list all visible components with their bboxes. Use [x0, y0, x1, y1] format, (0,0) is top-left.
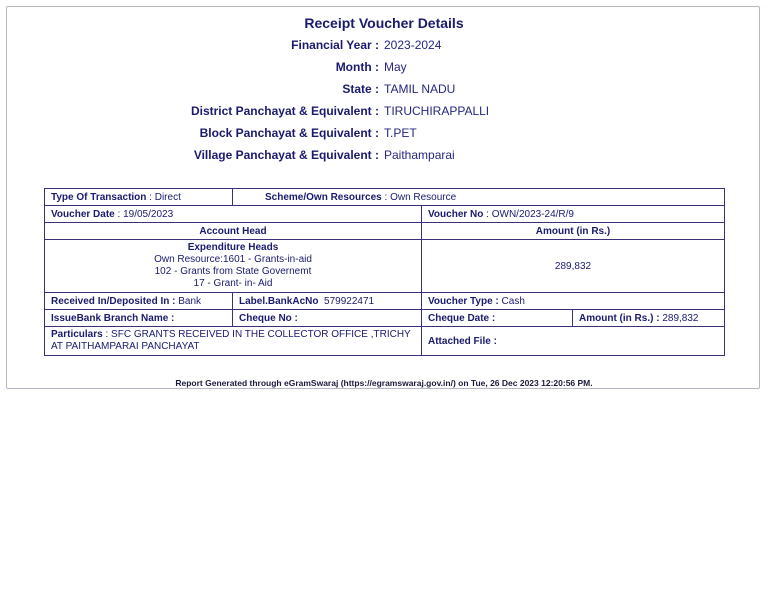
table-row — [45, 240, 725, 293]
table-row — [45, 327, 725, 356]
month-value: May — [384, 60, 407, 74]
table-row — [45, 223, 725, 240]
village-label: Village Panchayat & Equivalent : — [193, 148, 379, 162]
scheme-value: Own Resource — [390, 191, 457, 203]
attached-file-cell — [422, 327, 725, 356]
village-value: Paithamparai — [384, 148, 455, 162]
page-title: Receipt Voucher Details — [304, 15, 464, 31]
month-label: Month : — [335, 60, 379, 74]
account-head-header: Account Head — [45, 223, 422, 240]
expenditure-head-line: 102 - Grants from State Governemt — [154, 266, 312, 277]
scheme-cell: Scheme/Own Resources : Own Resource — [233, 189, 725, 206]
expenditure-head-line: 17 - Grant- in- Aid — [193, 278, 273, 289]
meta-row-district — [0, 104, 768, 120]
received-in-label: Received In/Deposited In : — [51, 295, 176, 307]
table-row — [45, 293, 725, 310]
expenditure-head-line: Own Resource:1601 - Grants-in-aid — [154, 254, 312, 265]
amount2-label: Amount (in Rs.) : — [579, 312, 660, 324]
block-value: T.PET — [384, 126, 417, 140]
meta-row-state — [0, 82, 768, 98]
state-label: State : — [342, 82, 379, 96]
particulars-label: Particulars — [51, 329, 103, 340]
voucher-date-cell: Voucher Date : 19/05/2023 — [45, 206, 422, 223]
voucher-type-value: Cash — [501, 295, 525, 307]
voucher-no-cell: Voucher No : OWN/2023-24/R/9 — [422, 206, 725, 223]
amount-value-cell: 289,832 — [422, 240, 725, 293]
state-value: TAMIL NADU — [384, 82, 456, 96]
amount2-value: 289,832 — [662, 312, 699, 324]
voucher-no-label: Voucher No — [428, 208, 484, 220]
bank-acno-value: 579922471 — [324, 295, 375, 307]
scheme-label: Scheme/Own Resources — [265, 191, 382, 203]
cheque-date-cell — [422, 310, 573, 327]
district-value: TIRUCHIRAPPALLI — [384, 104, 490, 118]
report-footer: Report Generated through eGramSwaraj (https://egramswaraj.gov.in/) on Tue, 26 Dec 2023 12:20:56 PM. — [175, 378, 593, 388]
transaction-type-label: Type Of Transaction — [51, 191, 147, 203]
amount2-cell — [573, 310, 725, 327]
issue-bank-cell — [45, 310, 233, 327]
bank-acno-cell — [233, 293, 422, 310]
issue-bank-label: IssueBank Branch Name : — [51, 312, 175, 324]
voucher-date-value: 19/05/2023 — [123, 208, 174, 220]
financial-year-value: 2023-2024 — [384, 38, 442, 52]
voucher-no-value: OWN/2023-24/R/9 — [491, 208, 574, 220]
table-row — [45, 189, 725, 206]
meta-row-month — [0, 60, 768, 76]
expenditure-heads-title: Expenditure Heads — [187, 242, 279, 253]
particulars-value: SFC GRANTS RECEIVED IN THE COLLECTOR OFFICE ,TRICHY AT PAITHAMPARAI PANCHAYAT — [51, 329, 411, 352]
particulars-cell: Particulars : SFC GRANTS RECEIVED IN THE COLLECTOR OFFICE ,TRICHY AT PAITHAMPARAI PANCHAYAT — [45, 327, 422, 356]
meta-row-block — [0, 126, 768, 142]
attached-file-label: Attached File : — [428, 335, 497, 347]
received-in-cell — [45, 293, 233, 310]
cheque-date-label: Cheque Date : — [428, 312, 496, 324]
meta-row-financial-year — [0, 38, 768, 54]
amount-header: Amount (in Rs.) — [422, 223, 725, 240]
meta-row-village — [0, 148, 768, 164]
cheque-no-cell — [233, 310, 422, 327]
block-label: Block Panchayat & Equivalent : — [199, 126, 379, 140]
voucher-type-cell — [422, 293, 725, 310]
district-label: District Panchayat & Equivalent : — [190, 104, 379, 118]
bank-acno-label: Label.BankAcNo — [239, 295, 319, 307]
voucher-table — [44, 188, 725, 356]
received-in-value: Bank — [178, 295, 202, 307]
financial-year-label: Financial Year : — [291, 38, 379, 52]
table-row — [45, 206, 725, 223]
cheque-no-label: Cheque No : — [239, 312, 298, 324]
expenditure-heads-cell — [45, 240, 422, 293]
voucher-type-label: Voucher Type : — [428, 295, 499, 307]
transaction-type-cell: Type Of Transaction : Direct — [45, 189, 233, 206]
table-row — [45, 310, 725, 327]
transaction-type-value: Direct — [154, 191, 181, 203]
voucher-date-label: Voucher Date — [51, 208, 115, 220]
